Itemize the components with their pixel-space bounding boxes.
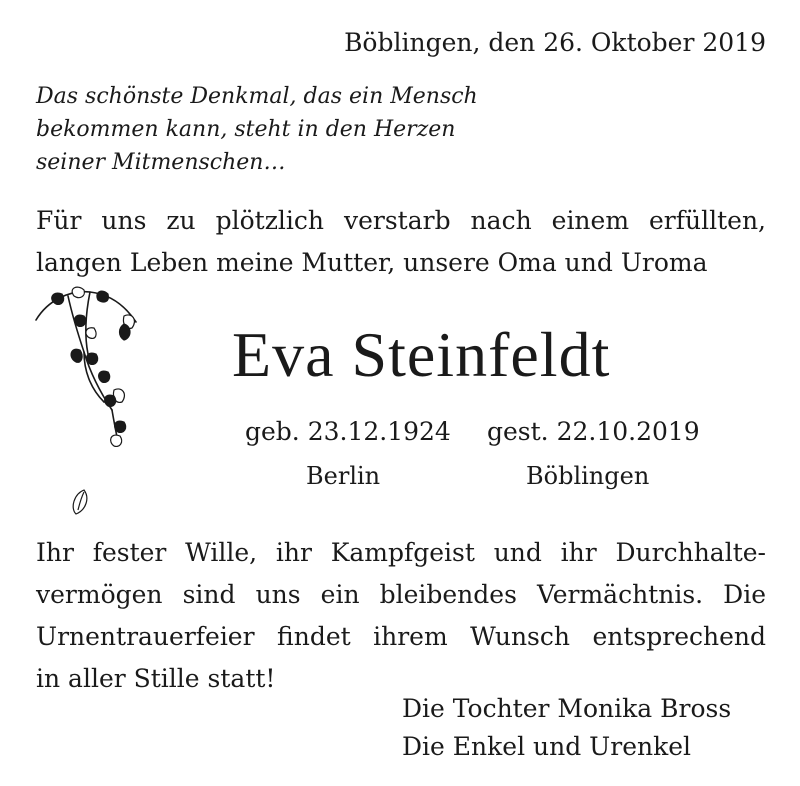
birth-date: geb. 23.12.1924 xyxy=(245,417,451,446)
intro-line: Für uns zu plötzlich verstarb nach einem erfüllten, xyxy=(36,206,766,235)
signoff-line: Die Tochter Monika Bross xyxy=(402,694,732,723)
tribute-line: Urnentrauerfeier findet ihrem Wunsch entsprechend xyxy=(36,622,766,651)
quote-line: seiner Mitmenschen… xyxy=(36,150,286,175)
signoff-line: Die Enkel und Urenkel xyxy=(402,732,692,761)
tribute-paragraph xyxy=(36,532,766,700)
tribute-line: in aller Stille statt! xyxy=(36,664,276,693)
birch-leaves-icon xyxy=(28,282,148,527)
intro-line: langen Leben meine Mutter, unsere Oma und Uroma xyxy=(36,248,708,277)
dateline: Böblingen, den 26. Oktober 2019 xyxy=(344,28,766,57)
memorial-quote xyxy=(36,80,478,179)
tribute-line: vermögen sind uns ein bleibendes Vermächtnis. Die xyxy=(36,580,766,609)
death-place: Böblingen xyxy=(526,462,650,490)
deceased-name: Eva Steinfeldt xyxy=(232,319,611,390)
intro-paragraph xyxy=(36,200,766,284)
birth-place: Berlin xyxy=(306,462,381,490)
quote-line: bekommen kann, steht in den Herzen xyxy=(36,117,456,142)
tribute-line: Ihr fester Wille, ihr Kampfgeist und ihr Durchhalte- xyxy=(36,538,766,567)
death-date: gest. 22.10.2019 xyxy=(487,417,700,446)
quote-line: Das schönste Denkmal, das ein Mensch xyxy=(36,84,478,109)
signoff-mourners xyxy=(402,690,731,766)
